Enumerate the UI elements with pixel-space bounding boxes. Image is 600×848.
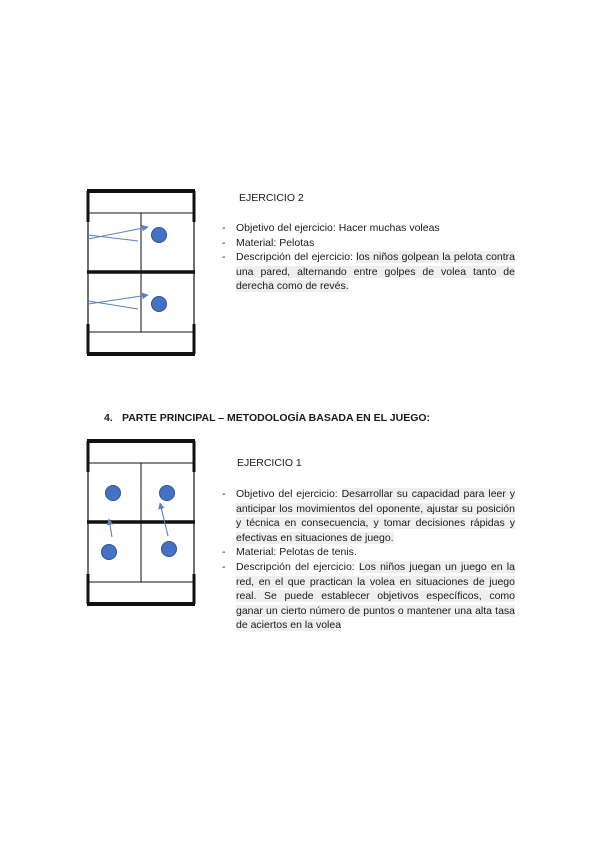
exercise-2-list	[222, 221, 515, 294]
exercise-2-objective: - Objetivo del ejercicio: Hacer muchas voleas	[222, 221, 515, 236]
arrow-1	[88, 227, 148, 239]
exercise-1-title: EJERCICIO 1	[237, 457, 302, 469]
exercise-2-material: - Material: Pelotas	[222, 236, 515, 251]
exercise-1-material: - Material: Pelotas de tenis.	[222, 545, 515, 560]
ball	[152, 228, 167, 243]
ball	[152, 297, 167, 312]
exercise-1-list	[222, 487, 515, 633]
exercise-2-title: EJERCICIO 2	[239, 192, 304, 204]
exercise-1-description: - Descripción del ejercicio: Los niños juegan un juego en la red, en el que practican la volea en situaciones de juego real. Se puede establecer objetivos específicos, como ganar un cierto número de puntos o mantener una alta tasa de aciertos en la volea	[222, 560, 515, 633]
arrow-2	[160, 503, 168, 536]
ball	[162, 542, 177, 557]
section-number: 4.	[104, 412, 113, 424]
section-title: PARTE PRINCIPAL – METODOLOGÍA BASADA EN EL JUEGO:	[122, 412, 431, 424]
section-heading	[104, 412, 430, 424]
ball	[160, 486, 175, 501]
ball	[102, 545, 117, 560]
ball	[106, 486, 121, 501]
court-diagram-exercise-2	[84, 187, 198, 357]
exercise-2-description: - Descripción del ejercicio: los niños golpean la pelota contra una pared, alternando entre golpes de volea tanto de derecha como de revés.	[222, 250, 515, 294]
exercise-1-objective: - Objetivo del ejercicio: Desarrollar su capacidad para leer y anticipar los movimientos del oponente, ajustar su posición y técnica en consecuencia, y tomar decisiones rápidas y efectivas en situaciones de juego.	[222, 487, 515, 545]
court-diagram-exercise-1	[84, 437, 198, 607]
